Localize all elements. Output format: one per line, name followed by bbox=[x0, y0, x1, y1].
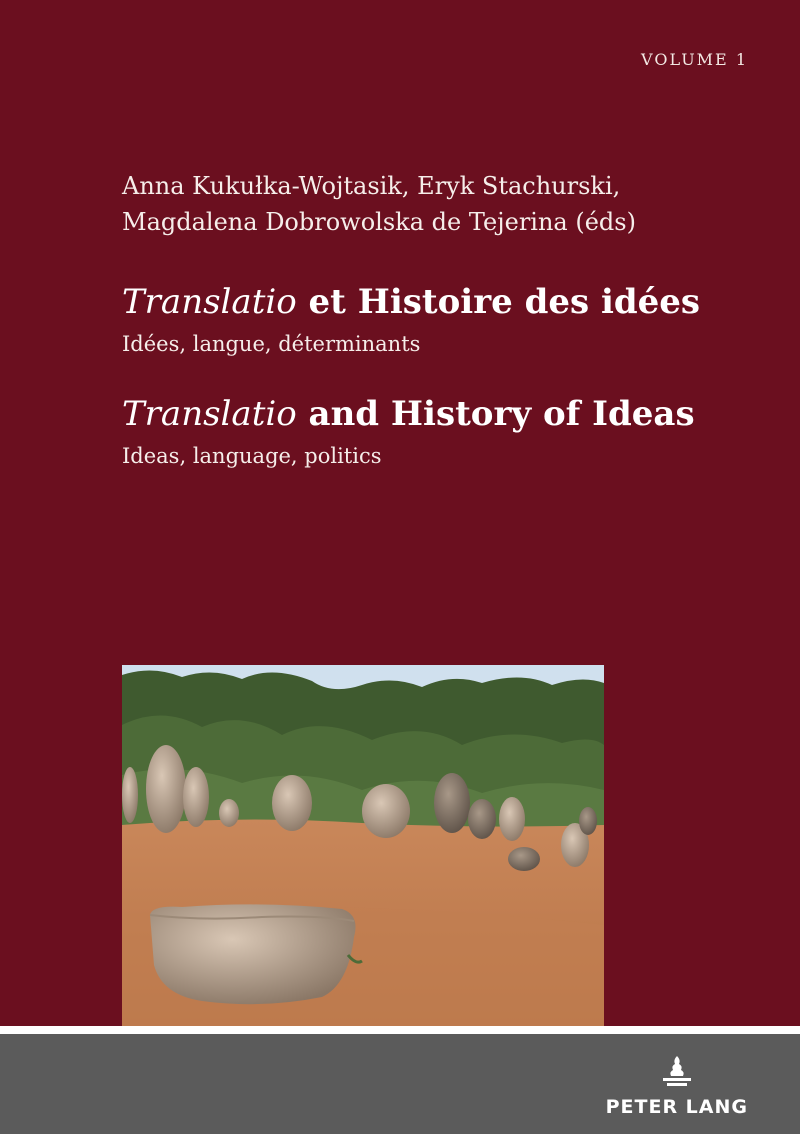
editors-line-1: Anna Kukułka-Wojtasik, Eryk Stachurski, bbox=[122, 172, 621, 200]
editors-list bbox=[122, 168, 636, 240]
french-subtitle: Idées, langue, déterminants bbox=[122, 332, 421, 356]
english-subtitle: Ideas, language, politics bbox=[122, 444, 382, 468]
english-title-italic: Translatio bbox=[122, 394, 297, 434]
french-title-block bbox=[122, 280, 762, 356]
publisher-name: PETER LANG bbox=[605, 1096, 748, 1118]
english-title-rest: and History of Ideas bbox=[296, 394, 695, 434]
cover-photo-standing-stones bbox=[122, 665, 604, 1026]
french-title-rest: et Histoire des idées bbox=[296, 282, 701, 322]
french-title bbox=[122, 280, 762, 324]
editors-line-2: Magdalena Dobrowolska de Tejerina (éds) bbox=[122, 208, 636, 236]
publisher-footer-bar bbox=[0, 1026, 800, 1134]
english-title-block bbox=[122, 392, 762, 468]
english-title bbox=[122, 392, 762, 436]
volume-label: VOLUME 1 bbox=[641, 50, 748, 69]
peter-lang-logo-icon bbox=[657, 1054, 697, 1090]
publisher-logo bbox=[606, 1054, 748, 1118]
french-title-italic: Translatio bbox=[122, 282, 297, 322]
